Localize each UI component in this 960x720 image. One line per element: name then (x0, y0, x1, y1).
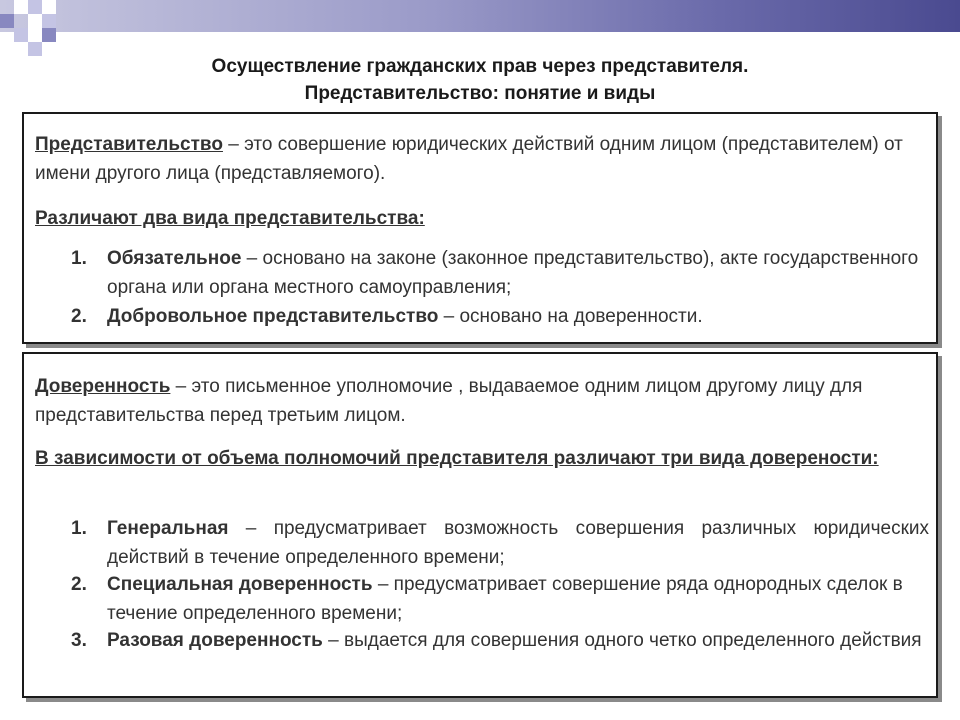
representation-term: Представительство (35, 134, 223, 155)
decor-square (28, 14, 42, 28)
list-item-body (107, 570, 929, 628)
list-item-term: Разовая доверенность (107, 630, 323, 651)
power-of-attorney-box (22, 352, 938, 698)
decor-square (42, 0, 56, 14)
slide-title (0, 53, 960, 107)
decor-square (14, 0, 28, 14)
list-item-body (107, 626, 929, 655)
slide-title-line-2: Представительство: понятие и виды (304, 83, 656, 104)
list-item-number: 2. (71, 574, 87, 595)
decor-square (28, 28, 42, 42)
list-item-body (107, 302, 929, 331)
representation-box (22, 112, 938, 344)
slide-title-line-1: Осуществление гражданских прав через представителя. (211, 56, 749, 77)
list-item-text: – основано на доверенности. (438, 306, 703, 327)
decor-square (0, 14, 14, 28)
list-item-number: 3. (71, 630, 87, 651)
list-item-text: – предусматривает совершение ряда однородных сделок в течение определенного времени; (107, 574, 903, 624)
list-item-text: – основано на законе (законное представительство), акте государственного органа или органа местного самоуправления; (107, 248, 919, 298)
list-item-body (107, 514, 929, 572)
list-item-text: – предусматривает возможность совершения различных юридических действий в течение определенного времени; (107, 518, 929, 568)
power-of-attorney-term: Доверенность (35, 376, 171, 397)
power-of-attorney-definition-text: – это письменное уполномочие , выдаваемое одним лицом другому лицу для представительства перед третьим лицом. (35, 376, 863, 426)
representation-types-heading (35, 204, 923, 233)
power-of-attorney-types-heading (35, 444, 923, 473)
decor-square (14, 28, 28, 42)
list-item-term: Генеральная (107, 518, 229, 539)
power-of-attorney-types-heading-text: В зависимости от объема полномочий представителя различают три вида доверености: (35, 448, 879, 469)
representation-types-heading-text: Различают два вида представительства: (35, 208, 425, 229)
power-of-attorney-definition (35, 372, 923, 430)
decor-square (42, 14, 56, 28)
decor-square (42, 28, 56, 42)
list-item-body (107, 244, 929, 302)
list-item-number: 1. (71, 248, 87, 269)
list-item-term: Специальная доверенность (107, 574, 373, 595)
representation-definition-text: – это совершение юридических действий одним лицом (представителем) от имени другого лица (представляемого). (35, 134, 903, 184)
header-gradient-band (0, 0, 960, 32)
list-item-text: – выдается для совершения одного четко определенного действия (322, 630, 922, 651)
list-item-term: Обязательное (107, 248, 242, 269)
list-item-number: 2. (71, 306, 87, 327)
decor-square (28, 0, 42, 14)
list-item-number: 1. (71, 518, 87, 539)
representation-definition (35, 130, 923, 188)
list-item-term: Добровольное представительство (107, 306, 439, 327)
